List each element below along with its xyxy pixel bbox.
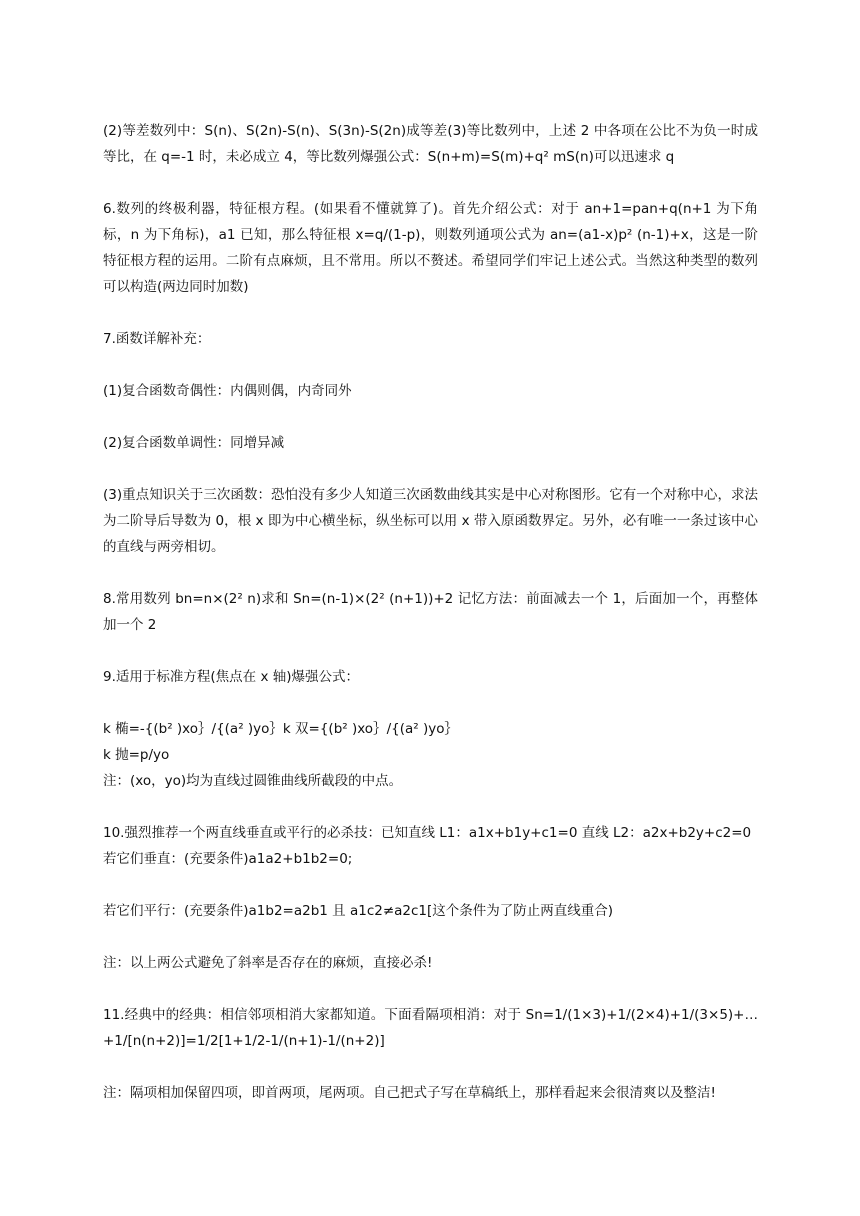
paragraph-common-sequence-sum: 8.常用数列 bn=n×(2² n)求和 Sn=(n-1)×(2² (n+1))+2 记忆方法：前面减去一个 1，后面加一个，再整体加一个 2	[103, 591, 758, 633]
formula-block-conic	[103, 716, 758, 794]
paragraph-characteristic-root: 6.数列的终极利器，特征根方程。(如果看不懂就算了)。首先介绍公式：对于 an+1=pan+q(n+1 为下角标，n 为下角标)，a1 已知，那么特征根 x=q/(1-p)，则数列通项公式为 an=(a1-x)p² (n-1)+x，这是一阶特征根方程的运用。二阶有点麻烦，且不常用。所以不赘述。希望同学们牢记上述公式。当然这种类型的数列可以构造(两边同时加数)	[103, 201, 758, 295]
paragraph-composite-parity: (1)复合函数奇偶性：内偶则偶，内奇同外	[103, 383, 352, 399]
paragraph-composite-monotonicity: (2)复合函数单调性：同增异减	[103, 435, 285, 451]
formula-parabola: k 抛=p/yo	[103, 747, 170, 763]
paragraph-function-heading: 7.函数详解补充：	[103, 331, 211, 347]
paragraph-standard-equation-heading: 9.适用于标准方程(焦点在 x 轴)爆强公式：	[103, 669, 359, 685]
document-body	[103, 118, 758, 1106]
paragraph-perpendicular-parallel-intro: 10.强烈推荐一个两直线垂直或平行的必杀技：已知直线 L1：a1x+b1y+c1=0 直线 L2：a2x+b2y+c2=0	[103, 825, 752, 841]
paragraph-telescoping-note: 注：隔项相加保留四项，即首两项，尾两项。自己把式子写在草稿纸上，那样看起来会很清爽以及整洁!	[103, 1085, 716, 1101]
paragraph-telescoping-sum: 11.经典中的经典：相信邻项相消大家都知道。下面看隔项相消：对于 Sn=1/(1×3)+1/(2×4)+1/(3×5)+…+1/[n(n+2)]=1/2[1+1/2-1/(n+1)-1/(n+2)]	[103, 1007, 758, 1049]
paragraph-cubic-function: (3)重点知识关于三次函数：恐怕没有多少人知道三次函数曲线其实是中心对称图形。它有一个对称中心，求法为二阶导后导数为 0，根 x 即为中心横坐标，纵坐标可以用 x 带入原函数界定。另外，必有唯一一条过该中心的直线与两旁相切。	[103, 487, 758, 555]
paragraph-perpendicular-condition: 若它们垂直：(充要条件)a1a2+b1b2=0;	[103, 851, 353, 867]
formula-ellipse-hyperbola: k 椭=-{(b² )xo｝/{(a² )yo｝k 双={(b² )xo｝/{(a² )yo｝	[103, 721, 458, 737]
paragraph-slope-note: 注：以上两公式避免了斜率是否存在的麻烦，直接必杀!	[103, 955, 433, 971]
formula-block-lines	[103, 820, 758, 872]
paragraph-parallel-condition: 若它们平行：(充要条件)a1b2=a2b1 且 a1c2≠a2c1[这个条件为了防止两直线重合)	[103, 903, 614, 919]
note-midpoint: 注：(xo，yo)均为直线过圆锥曲线所截段的中点。	[103, 773, 403, 789]
paragraph-arithmetic-geometric-sequence: (2)等差数列中：S(n)、S(2n)-S(n)、S(3n)-S(2n)成等差(3)等比数列中，上述 2 中各项在公比不为负一时成等比，在 q=-1 时，未必成立 4，等比数列爆强公式：S(n+m)=S(m)+q² mS(n)可以迅速求 q	[103, 123, 758, 165]
